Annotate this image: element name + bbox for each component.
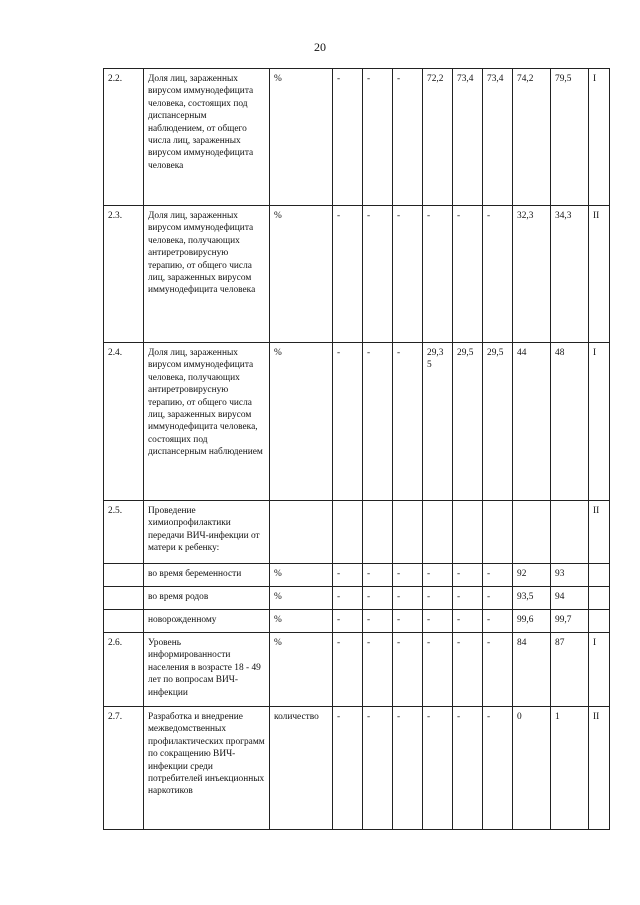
value-cell: - [333, 707, 363, 830]
unit-cell: количество [270, 707, 333, 830]
level-cell [589, 587, 610, 610]
value-cell: - [363, 707, 393, 830]
value-cell: - [483, 587, 513, 610]
value-cell: - [333, 564, 363, 587]
value-cell: 1 [551, 707, 589, 830]
level-cell: II [589, 206, 610, 343]
table-row [104, 206, 610, 343]
value-cell: 92 [513, 564, 551, 587]
value-cell [551, 501, 589, 564]
value-cell: 29,35 [423, 343, 453, 501]
value-cell: 87 [551, 633, 589, 707]
row-number-cell [104, 564, 144, 587]
indicators-table [103, 68, 610, 830]
value-cell [483, 501, 513, 564]
value-cell: - [333, 633, 363, 707]
value-cell: 99,7 [551, 610, 589, 633]
unit-cell: % [270, 343, 333, 501]
value-cell: - [393, 206, 423, 343]
value-cell [513, 501, 551, 564]
unit-cell: % [270, 587, 333, 610]
value-cell: - [423, 564, 453, 587]
value-cell: - [333, 343, 363, 501]
value-cell: - [423, 206, 453, 343]
indicator-name-cell: Доля лиц, зараженных вирусом иммунодефицита человека, получающих антиретровирусную терапию, от общего числа лиц, зараженных вирусом иммунодефицита человека [144, 206, 270, 343]
value-cell: - [333, 587, 363, 610]
value-cell: - [393, 343, 423, 501]
value-cell: - [423, 707, 453, 830]
value-cell [393, 501, 423, 564]
value-cell: 84 [513, 633, 551, 707]
value-cell: 48 [551, 343, 589, 501]
table-row [104, 707, 610, 830]
value-cell: - [483, 206, 513, 343]
row-number-cell: 2.4. [104, 343, 144, 501]
value-cell: - [483, 610, 513, 633]
indicator-name-cell: новорожденному [144, 610, 270, 633]
unit-cell: % [270, 564, 333, 587]
unit-cell: % [270, 69, 333, 206]
row-number-cell: 2.7. [104, 707, 144, 830]
value-cell: 79,5 [551, 69, 589, 206]
value-cell: - [393, 587, 423, 610]
row-number-cell: 2.3. [104, 206, 144, 343]
unit-cell: % [270, 610, 333, 633]
indicator-name-cell: Разработка и внедрение межведомственных профилактических программ по сокращению ВИЧ-инфекции среди потребителей инъекционных наркотиков [144, 707, 270, 830]
indicator-name-cell: во время родов [144, 587, 270, 610]
table-row [104, 610, 610, 633]
level-cell: II [589, 501, 610, 564]
indicator-name-cell: Уровень информированности населения в возрасте 18 - 49 лет по вопросам ВИЧ-инфекции [144, 633, 270, 707]
value-cell: 72,2 [423, 69, 453, 206]
value-cell: 73,4 [483, 69, 513, 206]
value-cell: - [453, 633, 483, 707]
value-cell: - [393, 707, 423, 830]
value-cell: - [333, 610, 363, 633]
table-row [104, 564, 610, 587]
value-cell: 74,2 [513, 69, 551, 206]
level-cell: I [589, 69, 610, 206]
value-cell: - [363, 610, 393, 633]
value-cell: 34,3 [551, 206, 589, 343]
value-cell: 73,4 [453, 69, 483, 206]
indicator-name-cell: Проведение химиопрофилактики передачи ВИЧ-инфекции от матери к ребенку: [144, 501, 270, 564]
value-cell: - [393, 610, 423, 633]
value-cell: - [363, 69, 393, 206]
table-row [104, 633, 610, 707]
table-row [104, 501, 610, 564]
row-number-cell [104, 610, 144, 633]
value-cell: - [363, 343, 393, 501]
row-number-cell: 2.5. [104, 501, 144, 564]
value-cell [423, 501, 453, 564]
value-cell: - [363, 633, 393, 707]
value-cell: - [363, 564, 393, 587]
unit-cell [270, 501, 333, 564]
value-cell: 32,3 [513, 206, 551, 343]
row-number-cell: 2.2. [104, 69, 144, 206]
level-cell: I [589, 633, 610, 707]
value-cell: 29,5 [453, 343, 483, 501]
value-cell: - [453, 707, 483, 830]
table-row [104, 69, 610, 206]
value-cell: - [393, 564, 423, 587]
value-cell: 94 [551, 587, 589, 610]
level-cell [589, 610, 610, 633]
table-row [104, 343, 610, 501]
value-cell: - [423, 587, 453, 610]
level-cell: I [589, 343, 610, 501]
value-cell: - [333, 206, 363, 343]
value-cell [333, 501, 363, 564]
value-cell: - [483, 707, 513, 830]
value-cell: - [333, 69, 363, 206]
value-cell: - [393, 69, 423, 206]
value-cell: 0 [513, 707, 551, 830]
value-cell: - [363, 587, 393, 610]
value-cell: 93,5 [513, 587, 551, 610]
value-cell: 44 [513, 343, 551, 501]
value-cell [453, 501, 483, 564]
value-cell: 99,6 [513, 610, 551, 633]
unit-cell: % [270, 633, 333, 707]
table-body [104, 69, 610, 830]
unit-cell: % [270, 206, 333, 343]
value-cell: - [423, 633, 453, 707]
value-cell: 93 [551, 564, 589, 587]
value-cell: - [453, 564, 483, 587]
table-row [104, 587, 610, 610]
indicator-name-cell: во время беременности [144, 564, 270, 587]
value-cell: - [483, 564, 513, 587]
indicator-name-cell: Доля лиц, зараженных вирусом иммунодефицита человека, получающих антиретровирусную терапию, от общего числа лиц, зараженных вирусом иммунодефицита человека, состоящих под диспансерным наблюдением [144, 343, 270, 501]
row-number-cell [104, 587, 144, 610]
page-number: 20 [314, 40, 326, 54]
value-cell: 29,5 [483, 343, 513, 501]
value-cell [363, 501, 393, 564]
value-cell: - [483, 633, 513, 707]
value-cell: - [453, 587, 483, 610]
indicator-name-cell: Доля лиц, зараженных вирусом иммунодефицита человека, состоящих под диспансерным наблюдением, от общего числа лиц, зараженных вирусом иммунодефицита человека [144, 69, 270, 206]
row-number-cell: 2.6. [104, 633, 144, 707]
level-cell: II [589, 707, 610, 830]
value-cell: - [423, 610, 453, 633]
value-cell: - [453, 610, 483, 633]
value-cell: - [363, 206, 393, 343]
value-cell: - [393, 633, 423, 707]
value-cell: - [453, 206, 483, 343]
level-cell [589, 564, 610, 587]
